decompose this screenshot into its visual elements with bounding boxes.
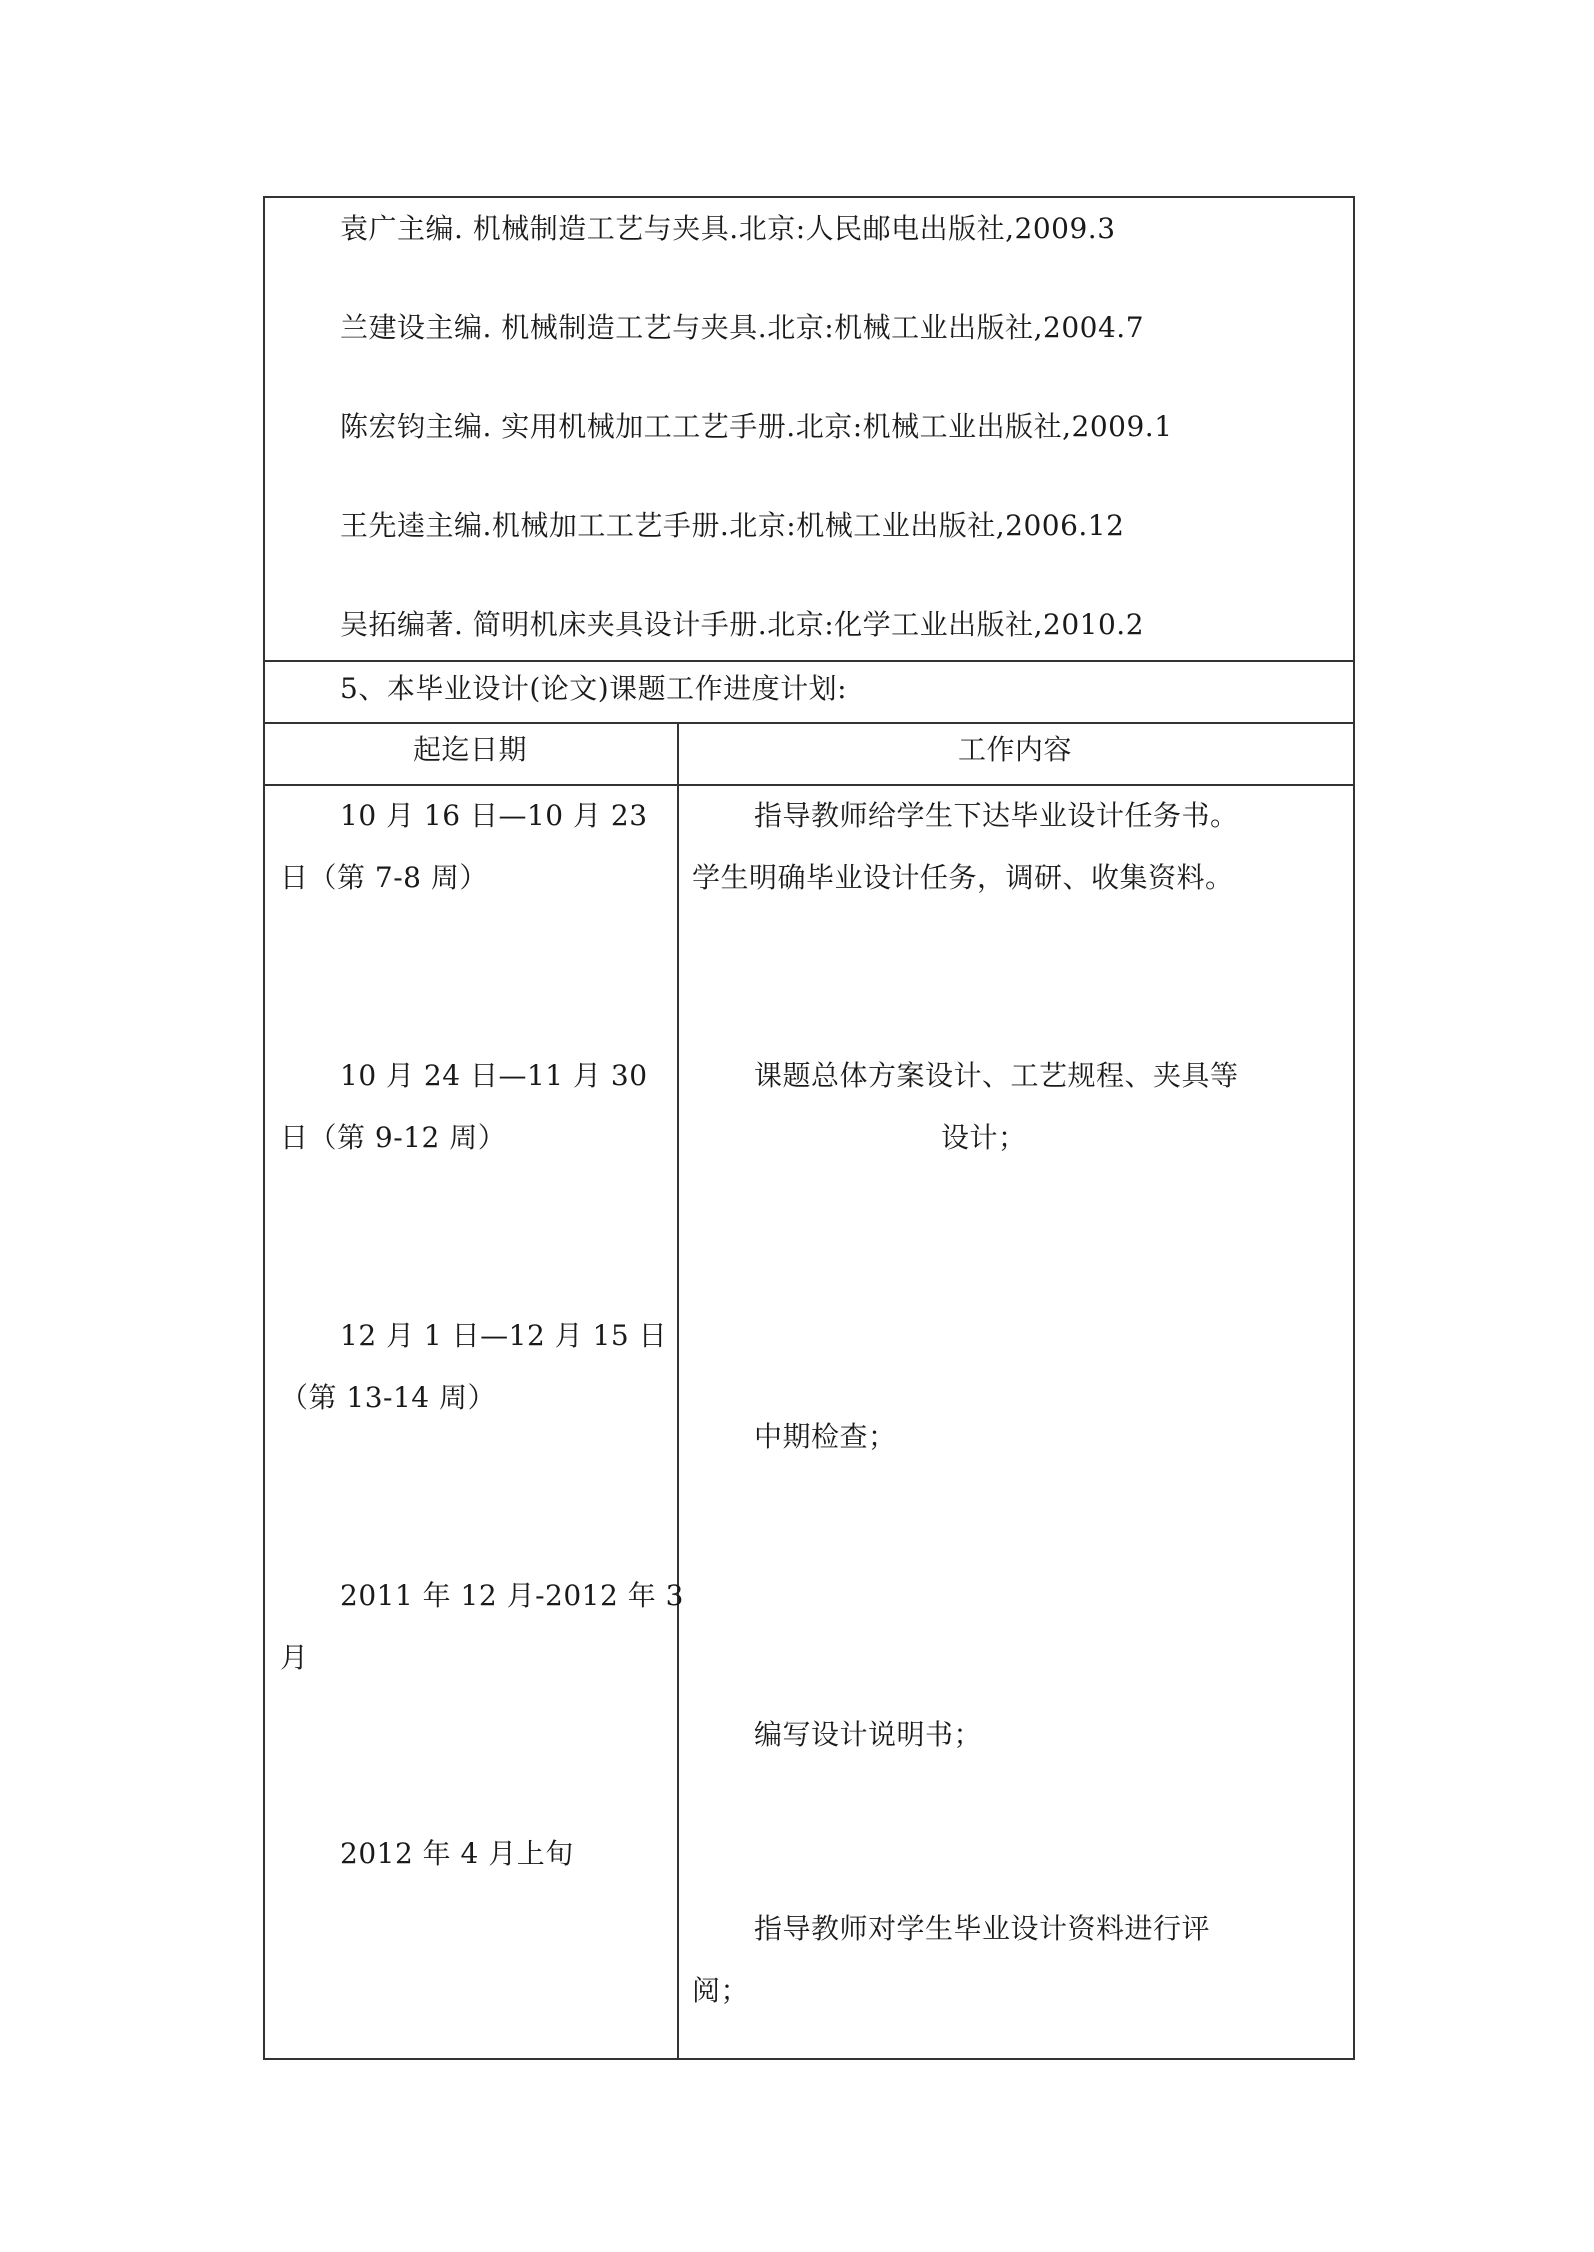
reference-item: 吴拓编著. 简明机床夹具设计手册.北京:化学工业出版社,2010.2 bbox=[340, 608, 1145, 641]
divider-references-bottom bbox=[265, 660, 1353, 662]
divider-header-bottom bbox=[265, 784, 1353, 786]
row-content: 设计； bbox=[941, 1121, 1027, 1154]
row-content: 阅； bbox=[692, 1974, 750, 2007]
reference-item: 王先逵主编.机械加工工艺手册.北京:机械工业出版社,2006.12 bbox=[340, 509, 1125, 542]
row-date: （第 13-14 周） bbox=[280, 1381, 497, 1414]
row-date: 10 月 24 日—11 月 30 bbox=[340, 1059, 648, 1092]
row-date: 月 bbox=[280, 1641, 309, 1674]
row-date: 日（第 7-8 周） bbox=[280, 861, 488, 894]
reference-item: 袁广主编. 机械制造工艺与夹具.北京:人民邮电出版社,2009.3 bbox=[340, 212, 1116, 245]
row-date: 12 月 1 日—12 月 15 日 bbox=[340, 1319, 668, 1352]
row-content: 课题总体方案设计、工艺规程、夹具等 bbox=[754, 1059, 1239, 1092]
row-date: 2011 年 12 月-2012 年 3 bbox=[340, 1579, 684, 1612]
header-date: 起迄日期 bbox=[412, 733, 527, 766]
row-date: 10 月 16 日—10 月 23 bbox=[340, 799, 648, 832]
row-content: 指导教师给学生下达毕业设计任务书。 bbox=[754, 799, 1239, 832]
column-divider bbox=[677, 722, 679, 2060]
reference-item: 陈宏钧主编. 实用机械加工工艺手册.北京:机械工业出版社,2009.1 bbox=[340, 410, 1173, 443]
row-date: 2012 年 4 月上旬 bbox=[340, 1837, 574, 1870]
row-date: 日（第 9-12 周） bbox=[280, 1121, 507, 1154]
divider-heading-bottom bbox=[265, 722, 1353, 724]
row-content: 学生明确毕业设计任务，调研、收集资料。 bbox=[692, 861, 1234, 894]
row-content: 指导教师对学生毕业设计资料进行评 bbox=[754, 1912, 1211, 1945]
row-content: 编写设计说明书； bbox=[754, 1718, 983, 1751]
reference-item: 兰建设主编. 机械制造工艺与夹具.北京:机械工业出版社,2004.7 bbox=[340, 311, 1145, 344]
schedule-heading: 5、本毕业设计(论文)课题工作进度计划: bbox=[340, 672, 848, 705]
row-content: 中期检查； bbox=[754, 1420, 897, 1453]
header-content: 工作内容 bbox=[957, 733, 1072, 766]
